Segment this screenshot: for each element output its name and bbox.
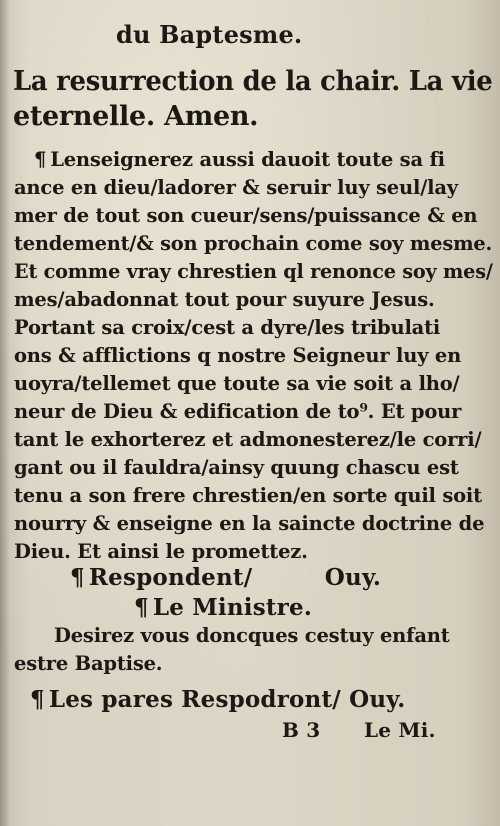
heading-line-1: La resurrection de la chair. La vie (13, 66, 493, 97)
response-2-label: Les pares Respodront/ (48, 686, 341, 713)
body-line-13: tenu a son frere chrestien/en sorte quil soit (14, 484, 482, 507)
response-2-mark: ¶ (30, 686, 45, 713)
body-line-12: gant ou il fauldra/ainsy quung chascu est (14, 456, 459, 479)
body-line-1 (34, 148, 445, 171)
body-line-3: mer de tout son cueur/sens/puissance & en (14, 204, 478, 227)
running-head: du Baptesme. (116, 20, 303, 49)
response-2-answer: Ouy. (349, 686, 406, 713)
catchword: Le Mi. (364, 718, 436, 742)
response-2 (30, 686, 405, 713)
body-line-8: ons & afflictions q nostre Seigneur luy en (14, 344, 462, 367)
body-line-9: uoyra/tellemet que toute sa vie soit a lho/ (14, 372, 460, 395)
body-line-4: tendement/& son prochain come soy mesme. (14, 232, 493, 255)
body-line-5: Et comme vray chrestien ql renonce soy mes/ (14, 260, 493, 283)
signature-mark: B 3 (282, 718, 321, 742)
body-line-7: Portant sa croix/cest a dyre/les tribulati (14, 316, 441, 339)
question-line-1: Desirez vous doncques cestuy enfant (54, 624, 450, 647)
body-line-10: neur de Dieu & edification de to⁹. Et pour (14, 400, 462, 423)
gutter-shadow (0, 0, 10, 826)
body-line-1-text: Lenseignerez aussi dauoit toute sa fi (50, 148, 445, 171)
body-line-6: mes/abadonnat tout pour suyure Jesus. (14, 288, 435, 311)
minister-mark: ¶ (134, 594, 149, 621)
question-line-2: estre Baptise. (14, 652, 163, 675)
body-line-11: tant le exhorterez et admonesterez/le corri/ (14, 428, 482, 451)
minister-heading (134, 594, 312, 621)
body-line-14: nourry & enseigne en la saincte doctrine de (14, 512, 485, 535)
response-1-label: Respondent/ (88, 564, 253, 591)
body-line-15: Dieu. Et ainsi le promettez. (14, 540, 308, 563)
response-1 (70, 564, 381, 591)
body-line-2: ance en dieu/ladorer & seruir luy seul/lay (14, 176, 458, 199)
heading-line-2: eternelle. Amen. (13, 101, 259, 132)
paragraph-mark: ¶ (34, 148, 47, 171)
minister-label: Le Ministre. (152, 594, 313, 621)
response-1-mark: ¶ (70, 564, 85, 591)
response-1-answer: Ouy. (324, 564, 382, 591)
